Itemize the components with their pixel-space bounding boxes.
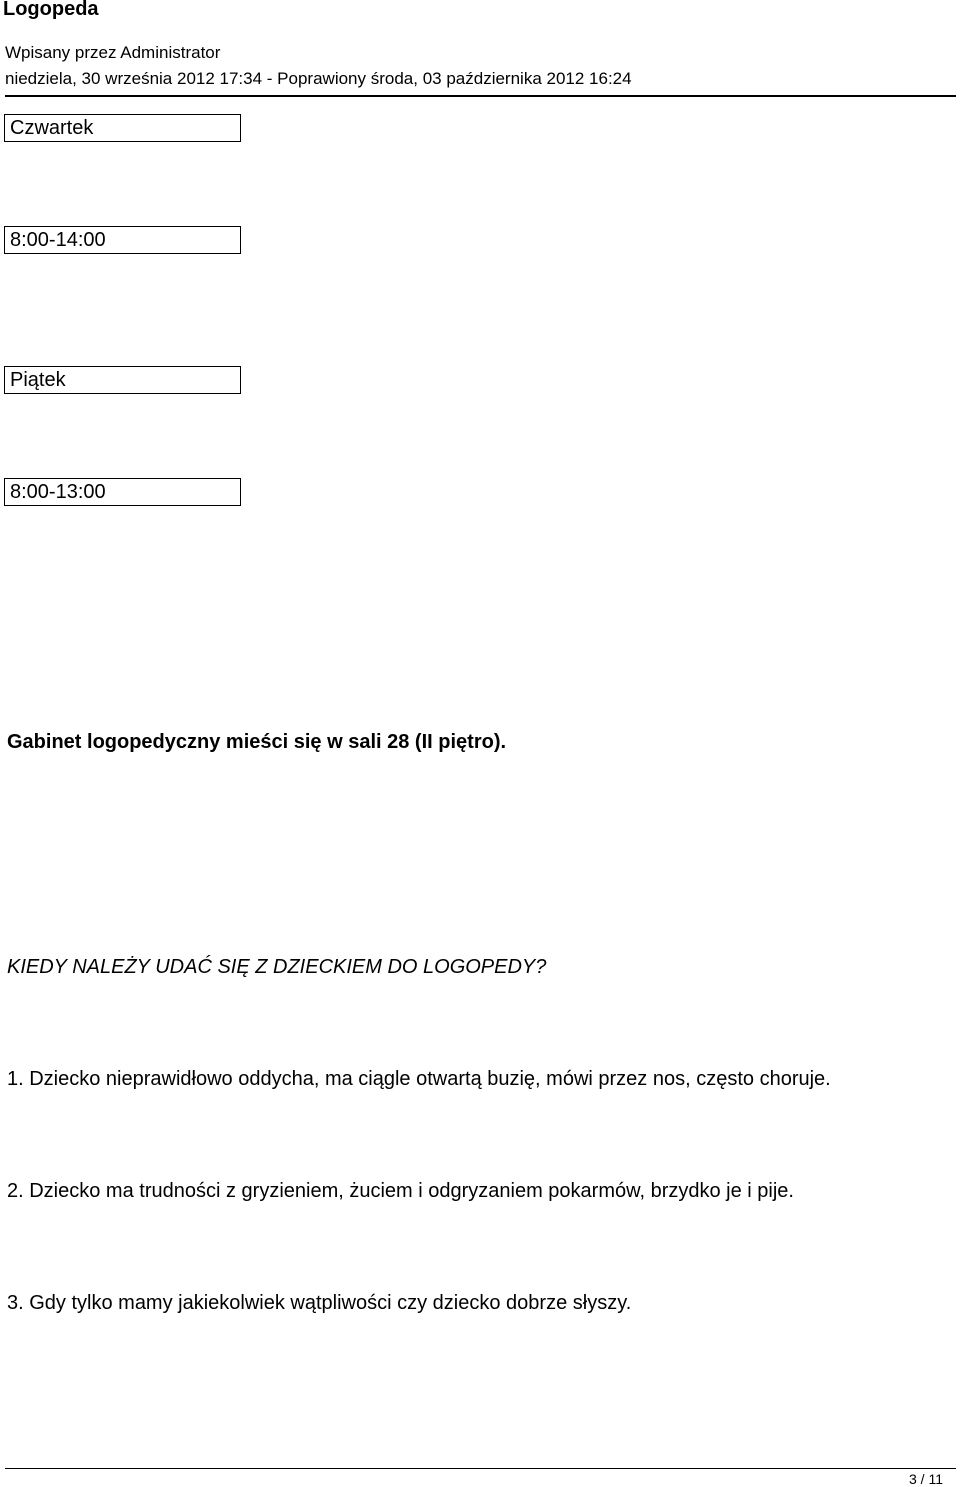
author-line: Wpisany przez Administrator bbox=[5, 43, 221, 62]
list-item: 3. Gdy tylko mamy jakiekolwiek wątpliwości czy dziecko dobrze słyszy. bbox=[7, 1292, 632, 1314]
header-divider bbox=[5, 95, 956, 97]
section-heading: KIEDY NALEŻY UDAĆ SIĘ Z DZIECKIEM DO LOGOPEDY? bbox=[7, 956, 547, 978]
dates-line: niedziela, 30 września 2012 17:34 - Poprawiony środa, 03 października 2012 16:24 bbox=[5, 69, 632, 88]
room-info: Gabinet logopedyczny mieści się w sali 28 (II piętro). bbox=[7, 731, 507, 753]
list-item: 2. Dziecko ma trudności z gryzieniem, żuciem i odgryzaniem pokarmów, brzydko je i pije. bbox=[7, 1180, 794, 1202]
schedule-hours-thursday: 8:00-14:00 bbox=[4, 226, 241, 254]
schedule-hours-friday: 8:00-13:00 bbox=[4, 478, 241, 506]
schedule-day-thursday: Czwartek bbox=[4, 114, 241, 142]
page-number: 3 / 11 bbox=[909, 1471, 943, 1487]
page-title: Logopeda bbox=[3, 0, 99, 20]
schedule-day-friday: Piątek bbox=[4, 366, 241, 394]
list-item: 1. Dziecko nieprawidłowo oddycha, ma ciągle otwartą buzię, mówi przez nos, często choruje. bbox=[7, 1068, 831, 1090]
footer-divider bbox=[5, 1468, 956, 1469]
